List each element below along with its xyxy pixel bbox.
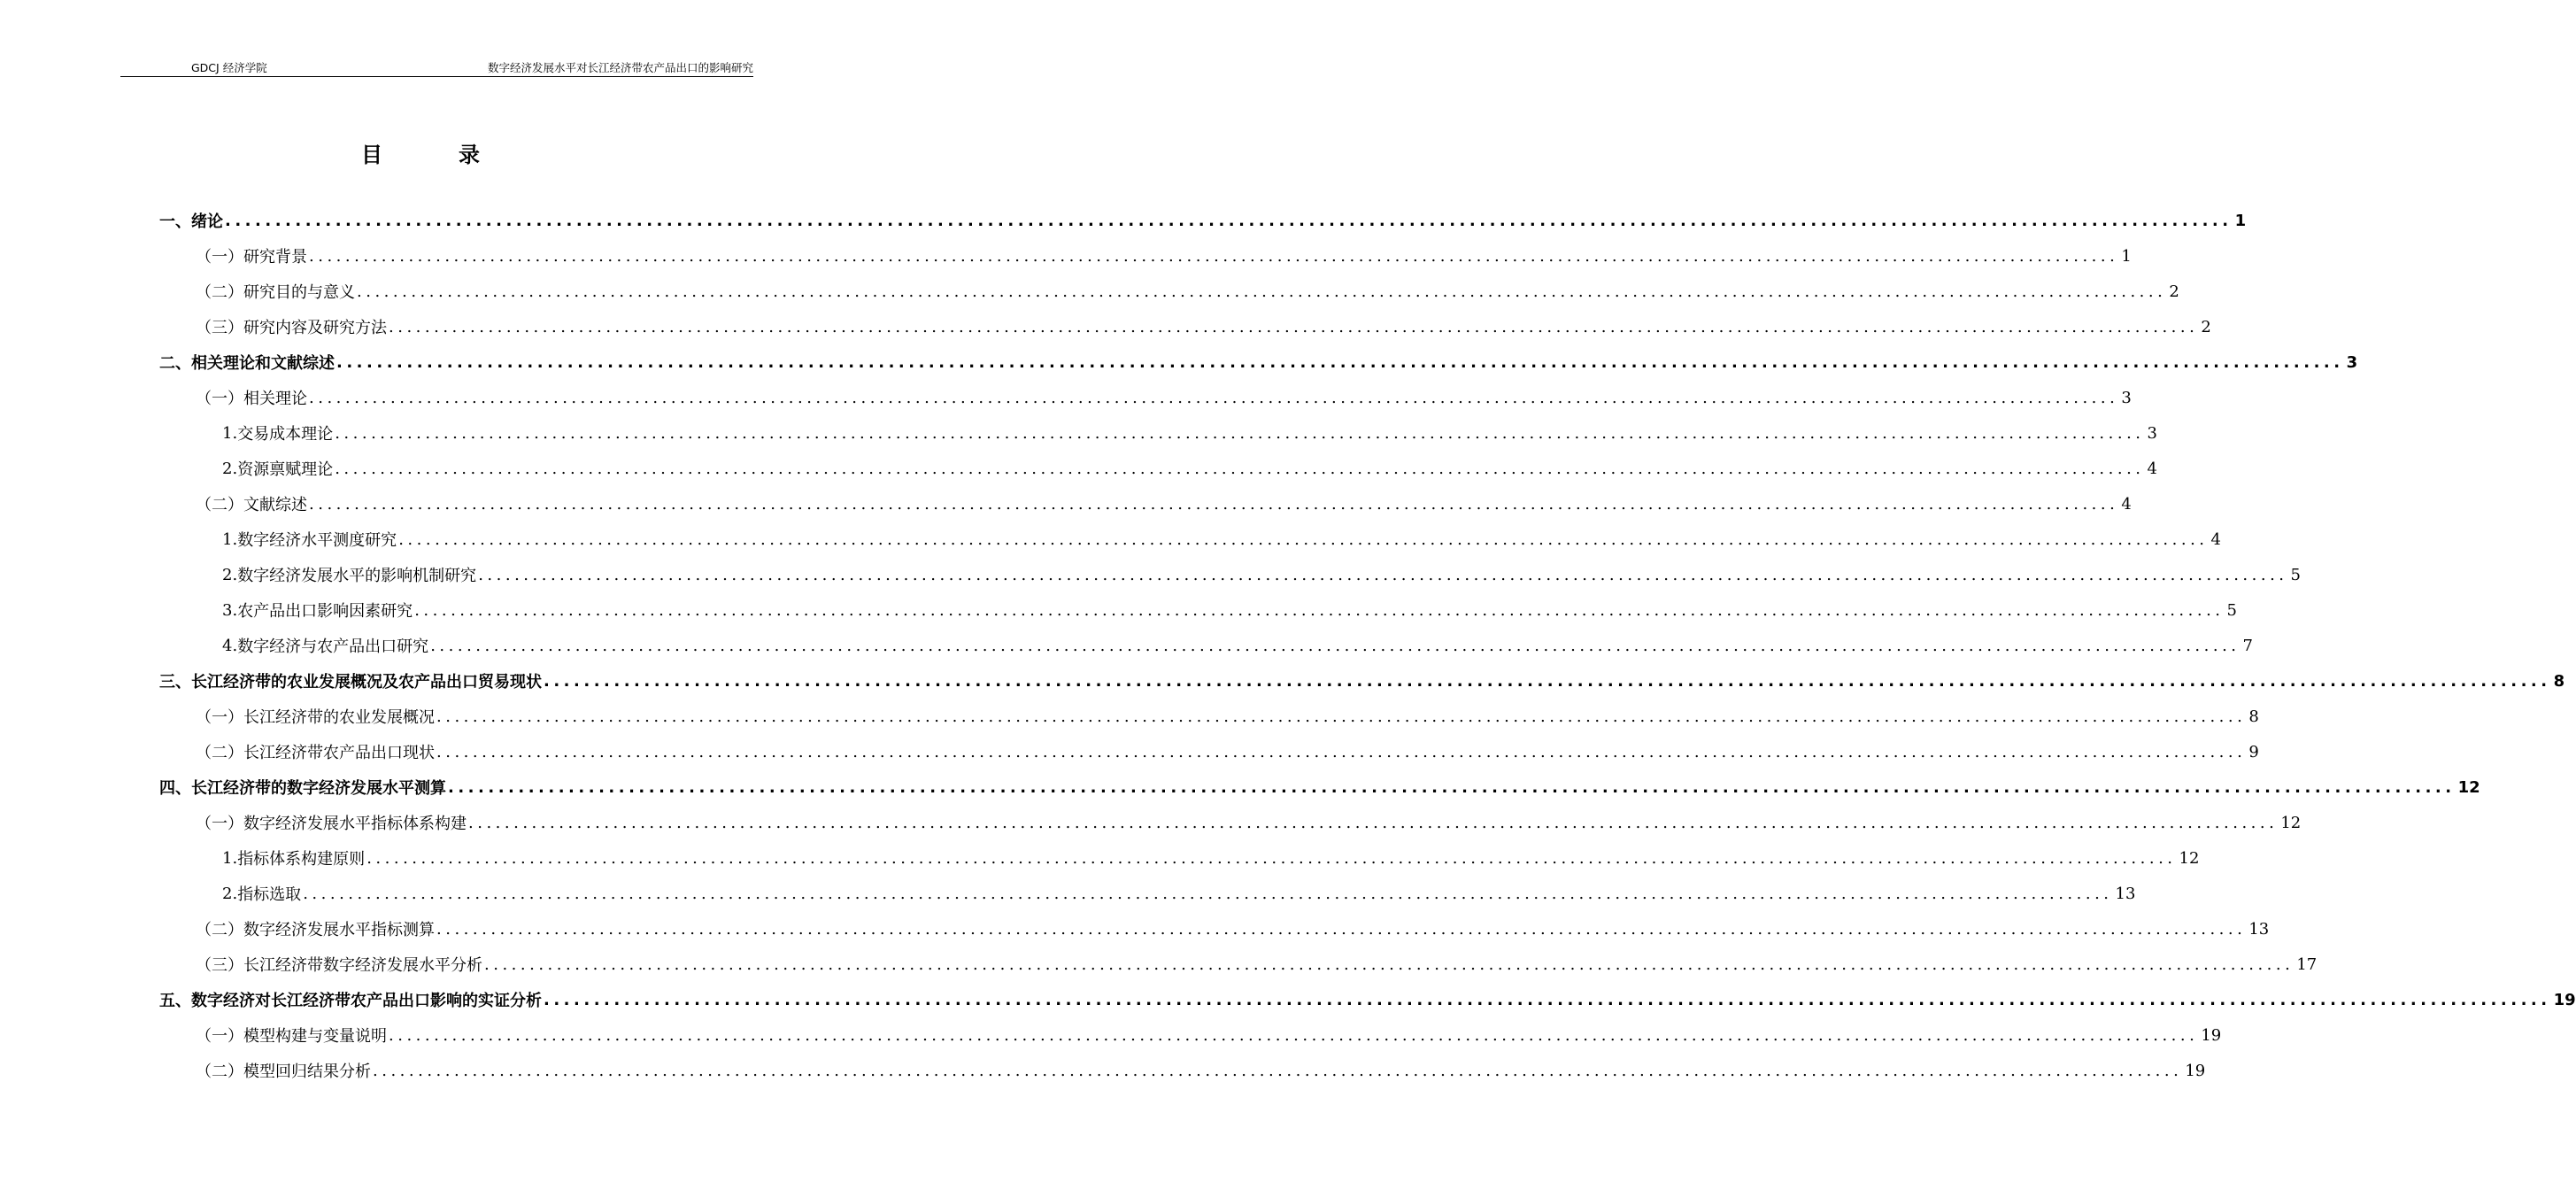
toc-leader-dots: ........................................................................................................................................................................................................ <box>335 423 2145 443</box>
toc-entry-title: （二）研究目的与意义 <box>196 283 355 302</box>
toc-entry[interactable] <box>196 699 2259 734</box>
toc-leader-dots: ........................................................................................................................................................................................................ <box>373 1061 2183 1080</box>
toc-leader-dots: ........................................................................................................................................................................................................ <box>436 707 2247 726</box>
toc-entry-number: 2. <box>222 459 238 478</box>
toc-entry[interactable] <box>196 947 2318 982</box>
toc-entry-number: 二、 <box>159 354 191 373</box>
toc-entry[interactable] <box>222 628 2253 663</box>
toc-entry-page: 13 <box>2115 884 2136 903</box>
toc-entry-page: 4 <box>2121 494 2132 514</box>
toc-leader-dots: ........................................................................................................................................................................................................ <box>309 246 2119 266</box>
toc-leader-dots: ........................................................................................................................................................................................................ <box>430 636 2241 655</box>
toc-entry-title: 数字经济与农产品出口研究 <box>237 638 429 656</box>
toc-leader-dots: ........................................................................................................................................................................................................ <box>544 990 2551 1009</box>
toc-leader-dots: ........................................................................................................................................................................................................ <box>389 317 2199 336</box>
toc-entry[interactable] <box>196 1017 2222 1053</box>
toc-entry-number: 1. <box>222 529 238 549</box>
toc-entry[interactable] <box>222 840 2200 876</box>
toc-entry[interactable] <box>196 238 2132 274</box>
toc-entry-page: 19 <box>2553 990 2576 1009</box>
toc-entry-page: 2 <box>2169 282 2179 301</box>
toc-entry[interactable] <box>196 309 2211 344</box>
toc-entry[interactable] <box>196 380 2132 415</box>
toc-entry-page: 5 <box>2290 565 2301 584</box>
toc-leader-dots: ........................................................................................................................................................................................................ <box>357 282 2167 301</box>
toc-entry-page: 12 <box>2280 813 2302 832</box>
toc-leader-dots: ........................................................................................................................................................................................................ <box>309 494 2119 514</box>
toc-entry[interactable] <box>196 486 2132 522</box>
toc-entry[interactable] <box>196 805 2302 840</box>
toc-entry-page: 1 <box>2121 246 2132 266</box>
toc-entry-title: （一）模型构建与变量说明 <box>196 1027 387 1046</box>
toc-entry-title: 数字经济发展水平的影响机制研究 <box>237 567 477 585</box>
toc-entry-page: 13 <box>2248 919 2270 939</box>
toc-entry-number: 四、 <box>159 779 191 798</box>
toc-entry-title: （二）文献综述 <box>196 496 307 514</box>
toc-leader-dots: ........................................................................................................................................................................................................ <box>468 813 2279 832</box>
toc-entry[interactable] <box>222 592 2237 628</box>
toc-entry-page: 3 <box>2346 352 2358 372</box>
toc-entry-title: 相关理论和文献综述 <box>191 354 335 373</box>
toc-entry[interactable] <box>222 557 2301 592</box>
toc-entry[interactable] <box>159 344 2358 380</box>
toc-entry-number: 1. <box>222 848 238 868</box>
toc-entry-title: 指标选取 <box>237 885 302 904</box>
toc-entry[interactable] <box>159 982 2576 1017</box>
toc-entry[interactable] <box>196 911 2270 947</box>
toc-entry-number: 一、 <box>159 212 191 231</box>
toc-entry-number: 3. <box>222 600 238 620</box>
toc-entry-page: 3 <box>2147 423 2157 443</box>
toc-entry-title: （一）研究背景 <box>196 248 307 267</box>
toc-entry-title: 交易成本理论 <box>237 425 334 444</box>
toc-entry[interactable] <box>159 663 2565 699</box>
toc-entry-page: 3 <box>2121 388 2132 407</box>
toc-entry-title: （一）相关理论 <box>196 390 307 408</box>
toc-leader-dots: ........................................................................................................................................................................................................ <box>436 742 2247 761</box>
toc-entry-page: 5 <box>2226 600 2237 620</box>
toc-leader-dots: ........................................................................................................................................................................................................ <box>448 777 2456 797</box>
title-part-2: 录 <box>459 143 480 167</box>
toc-entry-title: 数字经济水平测度研究 <box>237 531 397 550</box>
toc-leader-dots: ........................................................................................................................................................................................................ <box>436 919 2247 939</box>
toc-entry-page: 12 <box>2179 848 2200 868</box>
toc-leader-dots: ........................................................................................................................................................................................................ <box>335 459 2145 478</box>
toc-entry-title: （三）长江经济带数字经济发展水平分析 <box>196 956 482 975</box>
toc-leader-dots: ........................................................................................................................................................................................................ <box>309 388 2119 407</box>
toc-entry-page: 7 <box>2242 636 2253 655</box>
toc-entry-page: 4 <box>2147 459 2157 478</box>
toc-leader-dots: ........................................................................................................................................................................................................ <box>398 529 2209 549</box>
toc-entry[interactable] <box>222 876 2136 911</box>
toc-entry-page: 8 <box>2248 707 2259 726</box>
toc-leader-dots: ........................................................................................................................................................................................................ <box>484 954 2294 974</box>
toc-entry-page: 17 <box>2296 954 2318 974</box>
toc-entry-title: 绪论 <box>191 212 223 231</box>
page-title <box>0 137 841 168</box>
toc-entry[interactable] <box>196 734 2259 769</box>
toc-entry-number: 1. <box>222 423 238 443</box>
toc-entry-title: （二）长江经济带农产品出口现状 <box>196 744 435 762</box>
toc-leader-dots: ........................................................................................................................................................................................................ <box>366 848 2177 868</box>
toc-entry-page: 1 <box>2234 211 2247 230</box>
toc-entry-number: 4. <box>222 636 238 655</box>
header-left-text: GDCJ 经济学院 <box>191 61 267 74</box>
toc-leader-dots: ........................................................................................................................................................................................................ <box>336 352 2344 372</box>
toc-entry-number: 三、 <box>159 673 191 692</box>
toc-entry-title: 农产品出口影响因素研究 <box>237 602 413 621</box>
toc-entry-title: 长江经济带的农业发展概况及农产品出口贸易现状 <box>191 673 542 692</box>
title-part-1: 目 <box>361 143 382 167</box>
toc-entry-page: 19 <box>2185 1061 2206 1080</box>
toc-entry-page: 2 <box>2201 317 2211 336</box>
toc-entry-title: （二）数字经济发展水平指标测算 <box>196 921 435 939</box>
toc-entry-number: 2. <box>222 565 238 584</box>
header-right-text: 数字经济发展水平对长江经济带农产品出口的影响研究 <box>487 61 753 74</box>
toc-entry-page: 12 <box>2457 777 2480 797</box>
toc-entry-page: 8 <box>2553 671 2565 691</box>
toc-entry-title: 资源禀赋理论 <box>237 460 334 479</box>
toc-entry-page: 9 <box>2248 742 2259 761</box>
toc-leader-dots: ........................................................................................................................................................................................................ <box>225 211 2233 230</box>
toc-entry[interactable] <box>222 415 2157 451</box>
toc-entry[interactable] <box>222 451 2157 486</box>
toc-entry-title: 数字经济对长江经济带农产品出口影响的实证分析 <box>191 992 542 1010</box>
toc-leader-dots: ........................................................................................................................................................................................................ <box>303 884 2113 903</box>
toc-entry-title: （一）长江经济带的农业发展概况 <box>196 708 435 727</box>
toc-entry[interactable] <box>196 1053 2206 1088</box>
toc-entry-page: 19 <box>2201 1025 2222 1045</box>
toc-entry[interactable] <box>222 522 2221 557</box>
toc-entry-title: 指标体系构建原则 <box>237 850 366 869</box>
toc-entry-number: 2. <box>222 884 238 903</box>
toc-entry-page: 4 <box>2210 529 2221 549</box>
toc-leader-dots: ........................................................................................................................................................................................................ <box>389 1025 2199 1045</box>
toc-entry-title: 长江经济带的数字经济发展水平测算 <box>191 779 446 798</box>
page-header <box>120 55 753 77</box>
toc-leader-dots: ........................................................................................................................................................................................................ <box>544 671 2551 691</box>
toc-entry-title: （三）研究内容及研究方法 <box>196 319 387 337</box>
toc-entry-number: 五、 <box>159 992 191 1010</box>
toc-leader-dots: ........................................................................................................................................................................................................ <box>478 565 2288 584</box>
toc-entry[interactable] <box>196 274 2179 309</box>
toc-entry[interactable] <box>159 203 2247 238</box>
toc-entry-title: （一）数字经济发展水平指标体系构建 <box>196 815 467 833</box>
toc-leader-dots: ........................................................................................................................................................................................................ <box>414 600 2225 620</box>
toc-entry[interactable] <box>159 769 2480 805</box>
toc-entry-title: （二）模型回归结果分析 <box>196 1062 371 1081</box>
